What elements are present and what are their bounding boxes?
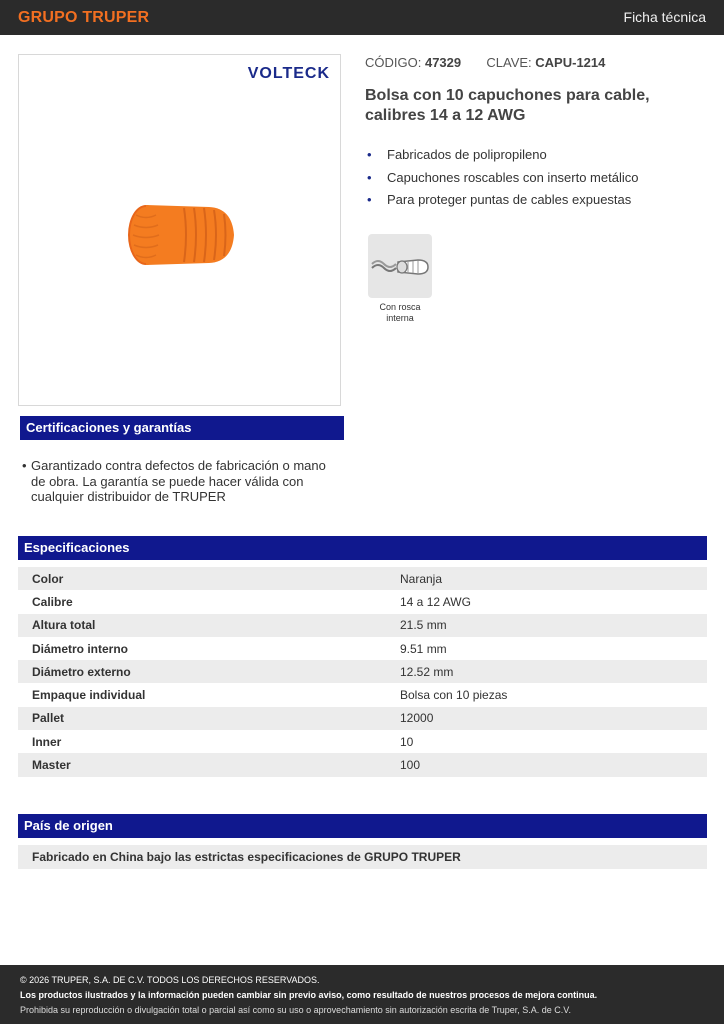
footer — [0, 965, 724, 1024]
spec-value: 100 — [400, 753, 707, 776]
table-row — [18, 683, 707, 706]
feature-item: • Capuchones roscables con inserto metálico — [365, 167, 638, 190]
certifications-text — [22, 458, 342, 505]
spec-value: 12000 — [400, 707, 707, 730]
footer-notice: Los productos ilustrados y la información pueden cambiar sin previo aviso, como resultado de nuestros procesos de mejora continua. — [20, 990, 598, 1000]
spec-key: Calibre — [32, 594, 73, 609]
table-row — [18, 660, 707, 683]
spec-value: 12.52 mm — [400, 660, 707, 683]
footer-copyright: © 2026 TRUPER, S.A. DE C.V. TODOS LOS DERECHOS RESERVADOS. — [20, 975, 320, 985]
product-image-box — [18, 54, 341, 406]
threaded-wire-connector-icon — [368, 234, 432, 298]
table-row — [18, 567, 707, 590]
spec-value: 10 — [400, 734, 414, 749]
origin-text: Fabricado en China bajo las estrictas especificaciones de GRUPO TRUPER — [18, 845, 707, 869]
certifications-heading: Certificaciones y garantías — [20, 416, 344, 440]
clave-value: CAPU-1214 — [535, 55, 606, 70]
table-row — [18, 730, 707, 753]
bullet-icon: • — [22, 458, 27, 473]
table-row — [18, 590, 707, 613]
codigo-label: CÓDIGO: — [365, 55, 422, 70]
specs-table — [18, 567, 707, 777]
origin-heading: País de origen — [18, 814, 707, 838]
spec-key: Empaque individual — [32, 688, 146, 703]
spec-key: Color — [18, 567, 400, 590]
spec-key: Altura total — [18, 614, 400, 637]
warranty-text: Garantizado contra defectos de fabricación o mano de obra. La garantía se puede hacer válida con cualquier distribuidor de TRUPER — [31, 458, 326, 504]
feature-icon-label: Con rosca interna — [379, 302, 421, 323]
footer-legal: Prohibida su reproducción o divulgación total o parcial así como su uso o aprovechamiento sin autorización escrita de Truper, S.A. de C.V. — [20, 1005, 571, 1015]
clave-label: CLAVE: — [486, 55, 532, 70]
volteck-logo: VOLTECK — [247, 65, 330, 82]
document-type: Ficha técnica — [623, 9, 706, 25]
product-codes — [365, 55, 605, 70]
feature-item: • Fabricados de polipropileno — [365, 144, 638, 167]
codigo-value: 47329 — [424, 55, 462, 70]
spec-value: Naranja — [400, 567, 707, 590]
feature-list — [365, 144, 638, 212]
table-row — [18, 637, 707, 660]
table-row — [18, 707, 707, 730]
spec-key: Master — [18, 753, 400, 776]
spec-key: Inner — [32, 734, 62, 749]
spec-key: Diámetro interno — [32, 641, 129, 656]
spec-value: Bolsa con 10 piezas — [400, 688, 508, 703]
spec-key: Pallet — [18, 707, 400, 730]
specs-heading: Especificaciones — [18, 536, 707, 560]
table-row — [18, 614, 707, 637]
spec-value: 14 a 12 AWG — [400, 594, 471, 609]
feature-item: • Para proteger puntas de cables expuestas — [365, 189, 638, 212]
spec-key: Diámetro externo — [18, 660, 400, 683]
table-row — [18, 753, 707, 776]
grupo-truper-logo: GRUPO TRUPER — [18, 9, 150, 26]
product-title: Bolsa con 10 capuchones para cable, calibres 14 a 12 AWG — [365, 87, 650, 124]
spec-value: 21.5 mm — [400, 614, 707, 637]
spec-value: 9.51 mm — [400, 641, 447, 656]
top-bar — [0, 0, 724, 35]
wire-connector-image — [124, 200, 236, 270]
